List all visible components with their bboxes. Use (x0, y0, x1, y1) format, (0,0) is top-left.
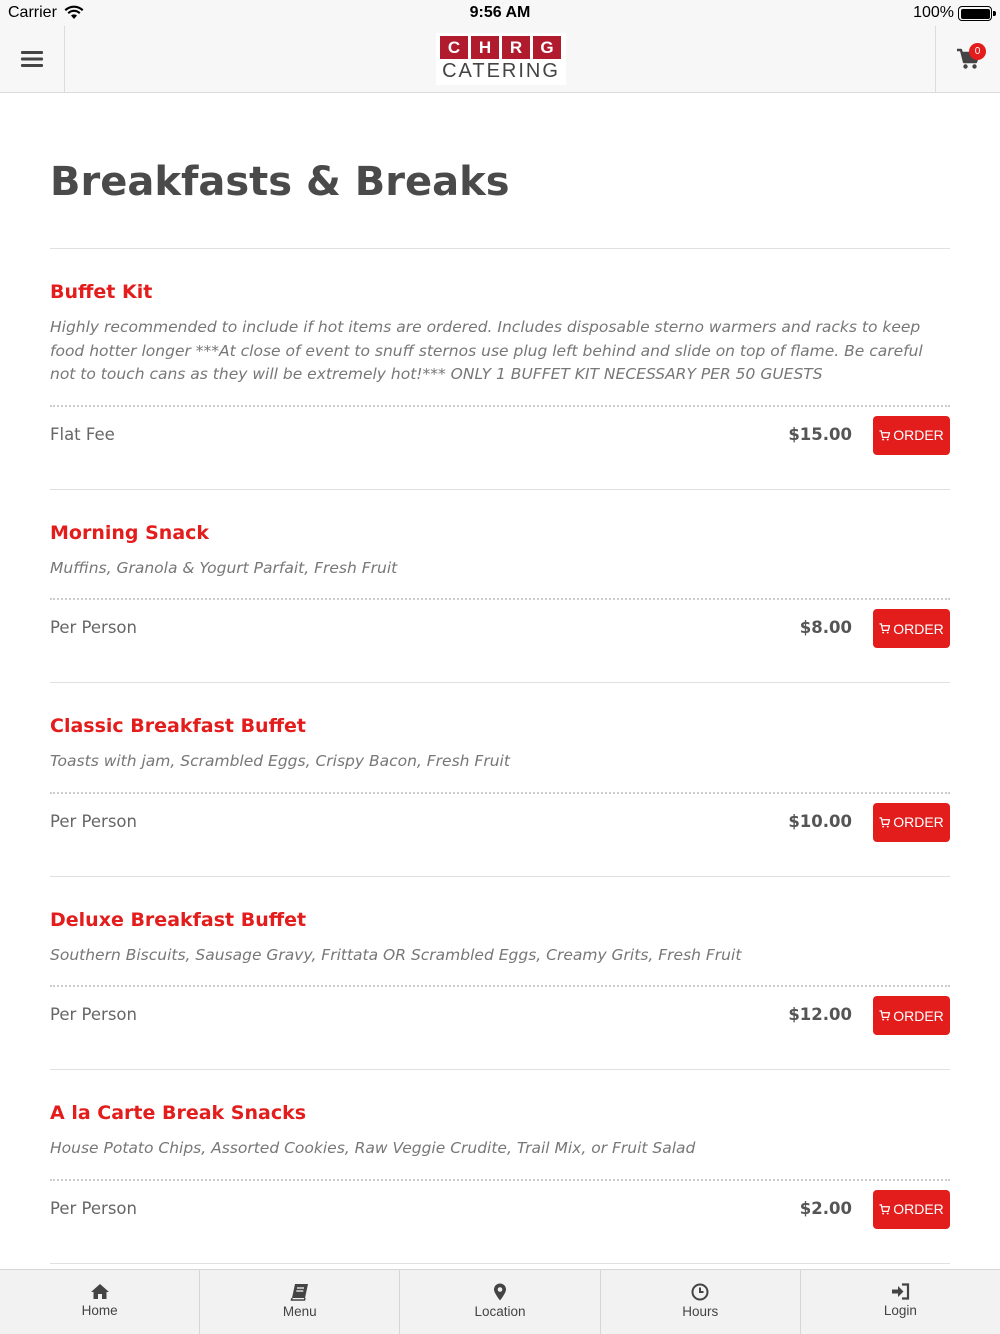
item-price-row (50, 1181, 950, 1263)
cart-plus-icon (879, 817, 890, 828)
cart-plus-icon (879, 1204, 890, 1215)
cart-plus-icon (879, 623, 890, 634)
hamburger-menu-button[interactable] (0, 26, 65, 92)
order-button-label: ORDER (893, 814, 944, 830)
item-unit: Flat Fee (50, 424, 115, 444)
order-button-label: ORDER (893, 1007, 944, 1024)
item-description: Highly recommended to include if hot items are ordered. Includes disposable sterno warmers and racks to keep food hotter longer ***At close of event to snuff sternos use plug left behind and slide on top of flame. Be careful not to touch cans as they will be extremely hot!*** ONLY 1 BUFFET KIT NECESSARY PER 50 GUESTS (50, 318, 923, 383)
menu-item (50, 683, 950, 877)
carrier-label: Carrier (8, 4, 57, 21)
menu-item (50, 1070, 950, 1264)
tab-label: Hours (682, 1304, 719, 1319)
order-button[interactable] (873, 1190, 950, 1229)
item-description: Toasts with jam, Scrambled Eggs, Crispy Bacon, Fresh Fruit (50, 752, 510, 770)
hamburger-icon (21, 50, 43, 68)
tab-menu[interactable] (200, 1270, 400, 1334)
main-content (50, 94, 950, 1264)
logo-letter: C (440, 36, 468, 59)
menu-item (50, 877, 950, 1071)
tab-home[interactable] (0, 1270, 200, 1334)
chrg-catering-logo[interactable] (436, 33, 566, 85)
order-button-label: ORDER (893, 620, 944, 637)
item-price: $10.00 (788, 811, 852, 831)
order-button-label: ORDER (893, 427, 944, 443)
item-price-row (50, 987, 950, 1069)
home-icon (90, 1283, 110, 1300)
status-bar (0, 0, 1000, 26)
logo-letter: H (471, 36, 499, 59)
map-pin-icon (493, 1283, 507, 1301)
order-button-label: ORDER (893, 1201, 944, 1217)
item-name: Classic Breakfast Buffet (50, 715, 306, 737)
item-name: Buffet Kit (50, 281, 153, 303)
battery-percent: 100% (913, 4, 954, 21)
tab-label: Location (474, 1304, 526, 1319)
item-unit: Per Person (50, 811, 137, 831)
order-button[interactable] (873, 416, 950, 455)
cart-plus-icon (879, 1010, 890, 1021)
menu-item (50, 249, 950, 490)
item-price: $15.00 (788, 424, 852, 444)
item-price-row (50, 600, 950, 682)
page-title: Breakfasts & Breaks (50, 159, 510, 205)
order-button[interactable] (873, 609, 950, 648)
item-price: $2.00 (799, 1198, 852, 1218)
book-icon (290, 1283, 309, 1301)
cart-plus-icon (879, 430, 890, 441)
item-price-row (50, 407, 950, 489)
tab-label: Home (81, 1303, 118, 1318)
logo-letter: G (533, 36, 561, 59)
item-unit: Per Person (50, 1198, 137, 1218)
item-description: Muffins, Granola & Yogurt Parfait, Fresh Fruit (50, 558, 398, 577)
tab-login[interactable] (801, 1270, 1000, 1334)
item-description: Southern Biscuits, Sausage Gravy, Frittata OR Scrambled Eggs, Creamy Grits, Fresh Fruit (50, 945, 742, 964)
tab-hours[interactable] (601, 1270, 801, 1334)
logo-letter: R (502, 36, 530, 59)
menu-item (50, 490, 950, 684)
tab-location[interactable] (400, 1270, 600, 1334)
order-button[interactable] (873, 803, 950, 842)
tab-label: Login (883, 1303, 917, 1318)
item-name: Deluxe Breakfast Buffet (50, 908, 307, 931)
item-name: A la Carte Break Snacks (50, 1102, 307, 1124)
cart-count-badge: 0 (969, 43, 986, 60)
clock-icon (691, 1283, 709, 1301)
item-unit: Per Person (50, 618, 137, 637)
item-description: House Potato Chips, Assorted Cookies, Raw Veggie Crudite, Trail Mix, or Fruit Salad (50, 1139, 696, 1157)
cart-button[interactable] (935, 26, 1000, 92)
battery-icon (958, 6, 992, 21)
item-price: $12.00 (788, 1005, 852, 1024)
status-time: 9:56 AM (469, 4, 531, 21)
item-price-row (50, 794, 950, 876)
sign-in-icon (891, 1283, 910, 1300)
item-unit: Per Person (50, 1005, 137, 1024)
bottom-tab-bar (0, 1269, 1000, 1334)
tab-label: Menu (282, 1304, 317, 1319)
item-name: Morning Snack (50, 521, 210, 544)
app-header (0, 26, 1000, 93)
order-button[interactable] (873, 996, 950, 1035)
item-price: $8.00 (799, 618, 852, 637)
logo-word: CATERING (442, 60, 560, 82)
